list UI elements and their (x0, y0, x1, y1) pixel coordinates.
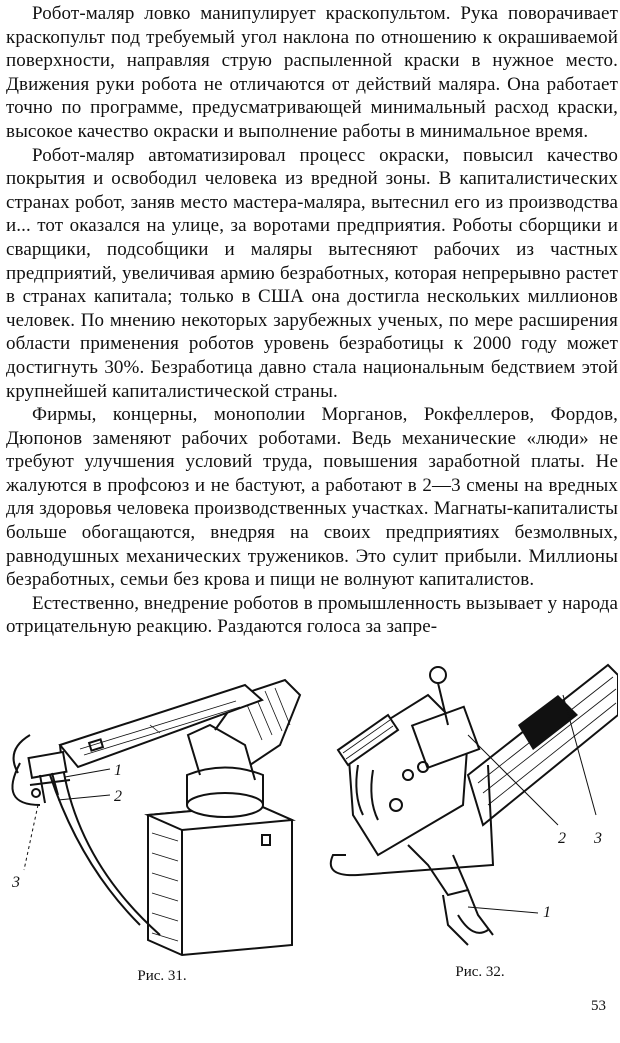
paragraph-4: Естественно, внедрение роботов в промышленность вызывает у народа отрицательную реакцию. Раздаются голоса за запре- (6, 592, 618, 638)
figure-31-label-2: 2 (114, 788, 122, 805)
paragraph-3: Фирмы, концерны, монополии Морганов, Рокфеллеров, Фордов, Дюпонов заменяют рабочих роботами. Ведь механические «люди» не требуют улучшения условий труда, повышения заработной платы. Не жалуются в профсоюз и не бастуют, а работают в 2—3 смены на вредных для здоровья человека производственных участках. Магнаты-капиталисты больше обогащаются, внедряя на своих предприятиях безмолвных, равнодушных механических тружеников. Это сулит прибыли. Миллионы безработных, семьи без крова и пищи не волнуют капиталистов. (6, 404, 618, 591)
figure-31-label-3: 3 (12, 874, 20, 891)
body-text (6, 2, 618, 639)
robot-gripper-illustration (318, 655, 618, 965)
figure-32 (318, 655, 618, 965)
figure-32-caption: Рис. 32. (455, 964, 505, 980)
painting-robot-illustration (0, 655, 320, 965)
figure-32-label-1: 1 (543, 904, 551, 921)
figure-32-label-3: 3 (594, 830, 602, 847)
figure-32-label-2: 2 (558, 830, 566, 847)
figure-31-label-1: 1 (114, 762, 122, 779)
paragraph-2: Робот-маляр автоматизировал процесс окраски, повысил качество покрытия и освободил человека из вредной зоны. В капиталистических странах робот, заняв место мастера-маляра, вытеснил его из производства и... тот оказался на улице, за воротами предприятия. Роботы сборщики и сварщики, подсобщики и маляры вытесняют рабочих из частных предприятий, увеличивая армию безработных, которая непрерывно растет в странах капитала; только в США она достигла нескольких миллионов человек. По мнению некоторых зарубежных ученых, по мере расширения области применения роботов уровень безработицы к 2000 году может достигнуть 30%. Безработица давно стала национальным бедствием этой крупнейшей капиталистической страны. (6, 144, 618, 402)
figure-31-caption: Рис. 31. (137, 968, 187, 984)
paragraph-1: Робот-маляр ловко манипулирует краскопультом. Рука поворачивает краскопульт под требуемый угол наклона по отношению к окрашиваемой поверхности, направляя струю распыленной краски в нужное место. Движения руки робота не отличаются от действий маляра. Она работает точно по программе, предусматривающей минимальный расход краски, высокое качество окраски и выполнение работы в минимальное время. (6, 3, 618, 142)
page-number: 53 (591, 998, 606, 1014)
figure-31 (0, 655, 320, 965)
